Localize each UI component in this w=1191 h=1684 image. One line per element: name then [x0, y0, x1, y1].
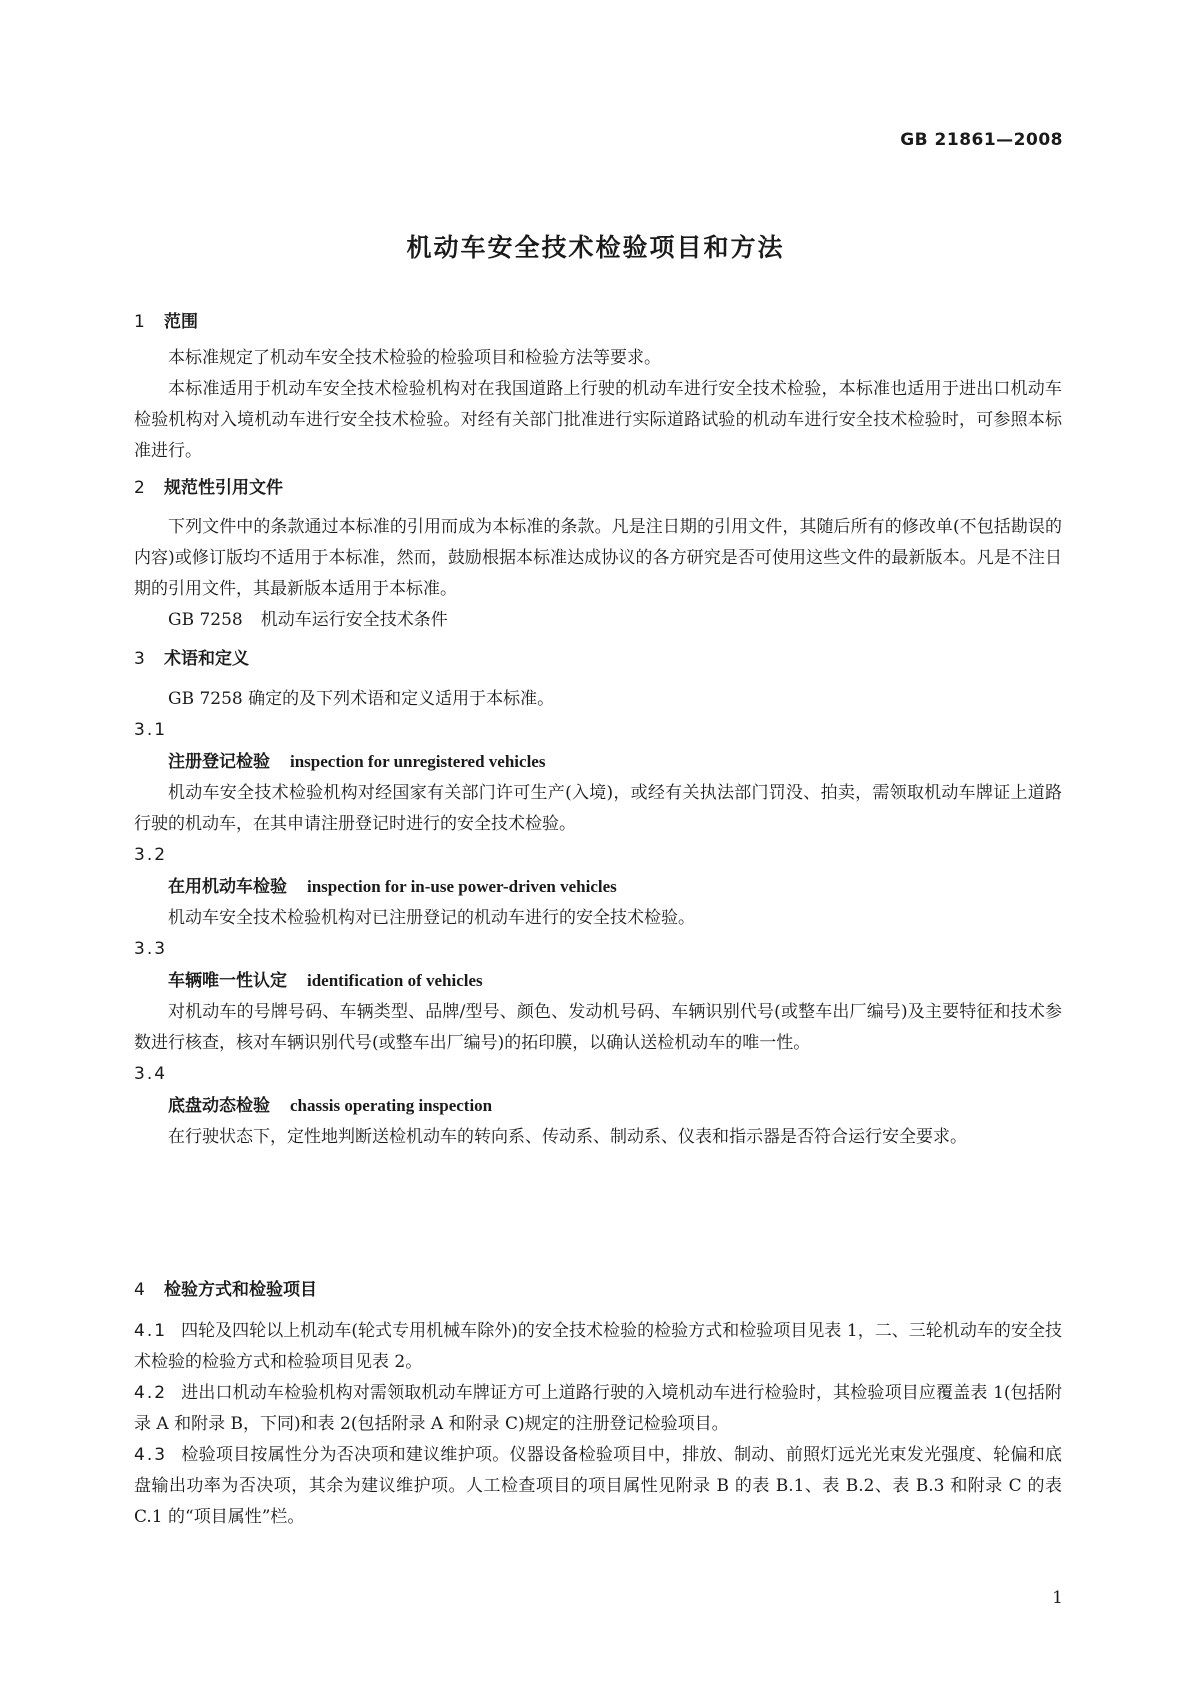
term-heading: [134, 1090, 1062, 1122]
normative-reference: [134, 605, 1062, 636]
term-en: chassis operating inspection: [290, 1096, 493, 1115]
term-definition: 在行驶状态下，定性地判断送检机动车的转向系、传动系、制动系、仪表和指示器是否符合运行安全要求。: [168, 1127, 967, 1147]
section-3: [134, 645, 1062, 673]
term-zh: 底盘动态检验: [168, 1096, 270, 1116]
paragraph: 本标准适用于机动车安全技术检验机构对在我国道路上行驶的机动车进行安全技术检验，本标准也适用于进出口机动车检验机构对入境机动车进行安全技术检验。对经有关部门批准进行实际道路试验的机动车进行安全技术检验时，可参照本标准进行。: [134, 379, 1062, 461]
section-1: [134, 308, 1062, 336]
term-number: 3.2: [134, 845, 168, 865]
clause: [134, 1316, 1062, 1378]
section-heading: [134, 1276, 1062, 1304]
section-title: 术语和定义: [164, 649, 249, 669]
section-title: 范围: [164, 312, 198, 332]
clause-text: 进出口机动车检验机构对需领取机动车牌证方可上道路行驶的入境机动车进行检验时，其检验项目应覆盖表 1(包括附录 A 和附录 B，下同)和表 2(包括附录 A 和附录 C)规定的注册登记检验项目。: [134, 1383, 1062, 1434]
reference-title: 机动车运行安全技术条件: [260, 610, 448, 630]
term-en: inspection for unregistered vehicles: [290, 752, 546, 771]
term-en: identification of vehicles: [307, 971, 483, 990]
clause: [134, 1440, 1062, 1533]
term-heading: [134, 746, 1062, 778]
section-number: 1: [134, 312, 145, 332]
section-3-body: [134, 684, 1062, 1153]
term-zh: 在用机动车检验: [168, 877, 287, 897]
page-number: 1: [1052, 1588, 1063, 1608]
section-4: [134, 1276, 1062, 1304]
section-heading: [134, 308, 1062, 336]
section-heading: [134, 645, 1062, 673]
section-2: [134, 474, 1062, 502]
paragraph: 本标准规定了机动车安全技术检验的检验项目和检验方法等要求。: [168, 348, 661, 368]
term-zh: 车辆唯一性认定: [168, 971, 287, 991]
reference-code: GB 7258: [168, 610, 243, 630]
paragraph: 下列文件中的条款通过本标准的引用而成为本标准的条款。凡是注日期的引用文件，其随后所有的修改单(不包括勘误的内容)或修订版均不适用于本标准，然而，鼓励根据本标准达成协议的各方研究是否可使用这些文件的最新版本。凡是不注日期的引用文件，其最新版本适用于本标准。: [134, 517, 1062, 599]
section-title: 检验方式和检验项目: [164, 1280, 317, 1300]
clause-number: 4.3: [134, 1445, 168, 1465]
term-definition: 机动车安全技术检验机构对经国家有关部门许可生产(入境)，或经有关执法部门罚没、拍卖，需领取机动车牌证上道路行驶的机动车，在其申请注册登记时进行的安全技术检验。: [134, 783, 1062, 834]
section-4-body: [134, 1316, 1062, 1533]
clause-text: 四轮及四轮以上机动车(轮式专用机械车除外)的安全技术检验的检验方式和检验项目见表 1，二、三轮机动车的安全技术检验的检验方式和检验项目见表 2。: [134, 1321, 1062, 1372]
term-number: 3.3: [134, 939, 168, 959]
term-number: 3.1: [134, 720, 168, 740]
term-definition: 对机动车的号牌号码、车辆类型、品牌/型号、颜色、发动机号码、车辆识别代号(或整车出厂编号)及主要特征和技术参数进行核查，核对车辆识别代号(或整车出厂编号)的拓印膜，以确认送检机动车的唯一性。: [134, 1002, 1062, 1053]
term-definition: 机动车安全技术检验机构对已注册登记的机动车进行的安全技术检验。: [168, 908, 695, 928]
section-1-body: [134, 343, 1062, 467]
section-2-body: [134, 512, 1062, 636]
standard-number: GB 21861—2008: [900, 130, 1063, 150]
clause: [134, 1378, 1062, 1440]
paragraph: GB 7258 确定的及下列术语和定义适用于本标准。: [168, 689, 555, 709]
section-heading: [134, 474, 1062, 502]
section-number: 3: [134, 649, 145, 669]
document-title: 机动车安全技术检验项目和方法: [406, 233, 785, 262]
term-zh: 注册登记检验: [168, 752, 270, 772]
clause-number: 4.2: [134, 1383, 168, 1403]
section-title: 规范性引用文件: [164, 478, 283, 498]
term-heading: [134, 871, 1062, 903]
section-number: 4: [134, 1280, 145, 1300]
clause-number: 4.1: [134, 1321, 168, 1341]
term-heading: [134, 965, 1062, 997]
clause-text: 检验项目按属性分为否决项和建议维护项。仪器设备检验项目中，排放、制动、前照灯远光光束发光强度、轮偏和底盘输出功率为否决项，其余为建议维护项。人工检查项目的项目属性见附录 B 的表 B.1、表 B.2、表 B.3 和附录 C 的表 C.1 的“项目属性”栏。: [134, 1445, 1062, 1527]
term-number: 3.4: [134, 1064, 168, 1084]
section-number: 2: [134, 478, 145, 498]
term-en: inspection for in-use power-driven vehicles: [307, 877, 617, 896]
